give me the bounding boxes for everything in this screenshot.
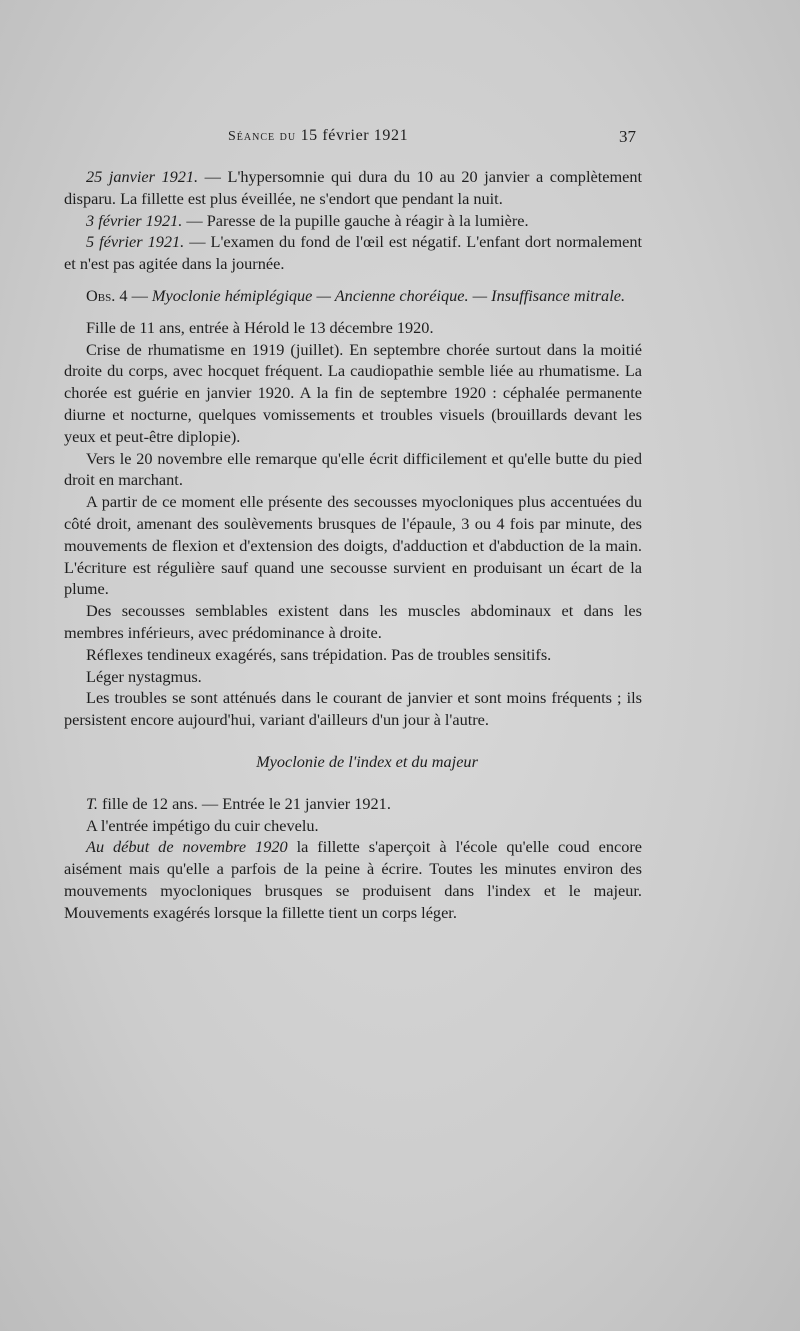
date-label: 3 février 1921.: [86, 210, 183, 230]
obs-title: Myoclonie hémiplégique — Ancienne choréique. — Insuffisance mitrale.: [151, 285, 626, 305]
paragraph-patient-t: [64, 793, 642, 815]
paragraph-reflexes: Réflexes tendineux exagérés, sans trépidation. Pas de troubles sensitifs.: [86, 644, 552, 664]
paragraph-text: fille de 12 ans. — Entrée le 21 janvier 1921.: [97, 793, 391, 813]
patient-initial: T.: [86, 793, 98, 813]
paragraph-november-1920: [64, 836, 642, 923]
paragraph-history: Crise de rhumatisme en 1919 (juillet). En septembre chorée surtout dans la moitié droite du corps, avec hocquet fréquent. La caudiopathie semble liée au rhumatisme. La chorée est guérie en janvier 1920. A la fin de septembre 1920 : céphalée permanente diurne et nocturne, quelques vomissements et troubles visuels (brouillards devant les yeux et peut-être diplopie).: [64, 339, 642, 446]
paragraph-patient-intro: Fille de 11 ans, entrée à Hérold le 13 décembre 1920.: [86, 317, 434, 337]
paragraph-november: Vers le 20 novembre elle remarque qu'elle écrit difficilement et qu'elle butte du pied droit en marchant.: [64, 448, 642, 490]
paragraph-text: — L'hypersomnie qui dura du 10 au 20 janvier a complètement disparu. La fillette est plus éveillée, ne s'endort que pendant la nuit.: [64, 167, 642, 208]
running-head-date: 15 février 1921: [300, 127, 409, 144]
section-subheading: Myoclonie de l'index et du majeur: [256, 751, 478, 771]
running-head-prefix: Séance du: [228, 129, 301, 144]
paragraph-text: — Paresse de la pupille gauche à réagir à la lumière.: [182, 210, 529, 230]
date-label: 25 janvier 1921.: [86, 167, 199, 186]
date-label: 5 février 1921.: [86, 232, 185, 252]
paragraph-feb-5: [64, 231, 642, 275]
page-header: [0, 127, 800, 151]
paragraph-abdominal: Des secousses semblables existent dans les muscles abdominaux et dans les membres inférieurs, avec prédominance à droite.: [64, 601, 642, 642]
paragraph-attenuation: Les troubles se sont atténués dans le courant de janvier et sont moins fréquents ; ils persistent encore aujourd'hui, variant d'ailleurs d'un jour à l'autre.: [64, 688, 642, 730]
observation-heading: [64, 285, 642, 307]
obs-label: Obs. 4: [86, 285, 128, 305]
paragraph-myoclonic-jerks: A partir de ce moment elle présente des secousses myocloniques plus accentuées du côté droit, amenant des soulèvements brusques de l'épaule, 3 ou 4 fois par minute, des mouvements de flexion et d'extension des doigts, d'adduction et d'abduction de la main. L'écriture est régulière sauf quand une secousse survient en produisant un écart de la plume.: [64, 492, 642, 599]
running-head: [228, 127, 408, 145]
page-body: [64, 166, 642, 924]
paragraph-feb-3: [64, 210, 642, 232]
paragraph-jan-25: [64, 166, 642, 210]
paragraph-nystagmus: Léger nystagmus.: [86, 666, 202, 686]
paragraph-impetigo: A l'entrée impétigo du cuir chevelu.: [86, 815, 319, 835]
page-number: 37: [619, 127, 636, 146]
obs-sep: —: [127, 285, 152, 305]
paragraph-text: la fillette s'aperçoit à l'école qu'elle coud encore aisément mais qu'elle a parfois de la peine à écrire. Toutes les minutes environ des mouvements myocloniques brusques se produisent dans l'index et le majeur. Mouvements exagérés lorsque la fillette tient un corps léger.: [64, 837, 643, 922]
date-lead: Au début de novembre 1920: [86, 837, 288, 857]
paragraph-text: — L'examen du fond de l'œil est négatif. L'enfant dort normalement et n'est pas agitée dans la journée.: [64, 232, 643, 274]
